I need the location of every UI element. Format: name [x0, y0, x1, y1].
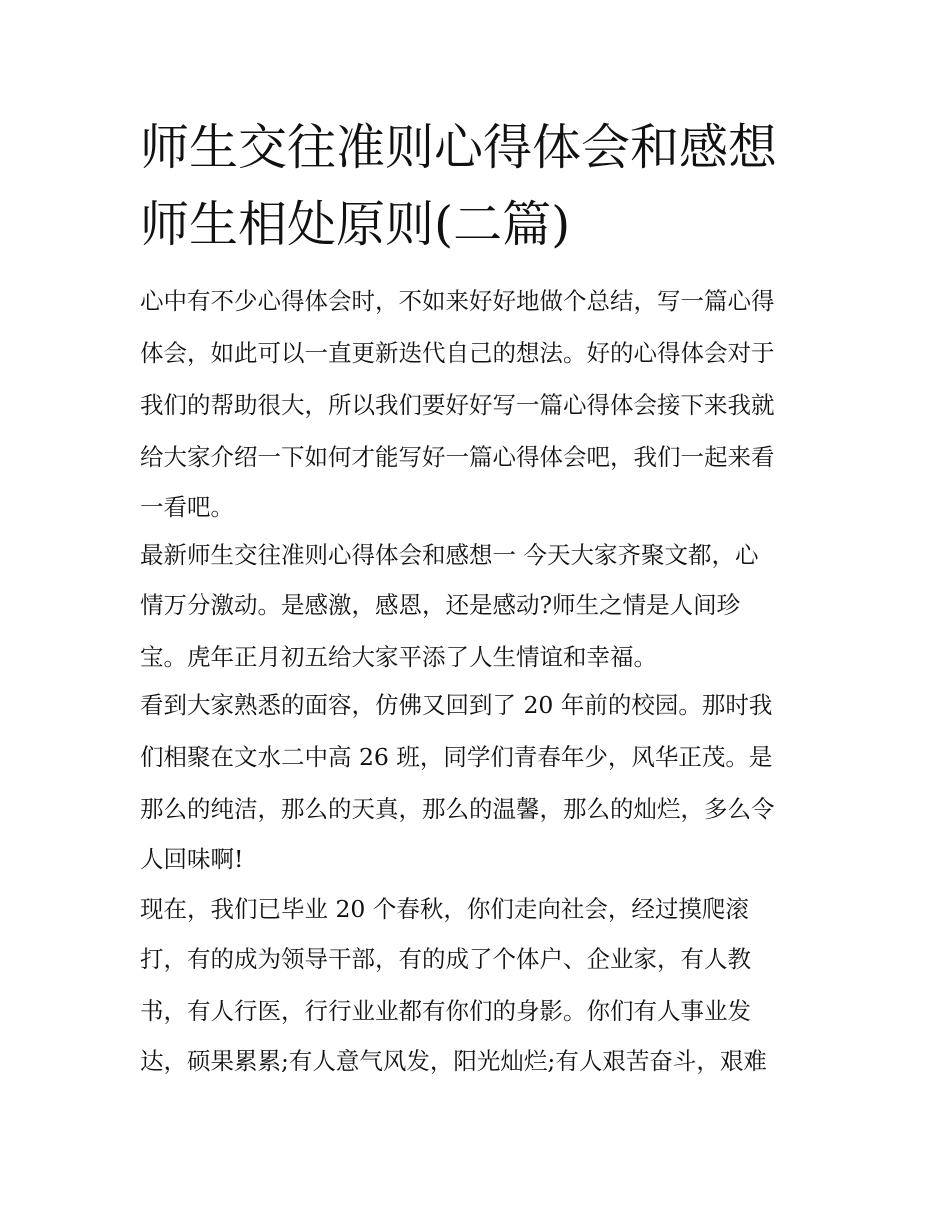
body-text-line: 现在，我们已毕业 20 个春秋，你们走向社会，经过摸爬滚	[140, 895, 749, 923]
body-text-line: 最新师生交往准则心得体会和感想一 今天大家齐聚文都，心	[140, 541, 759, 569]
body-text-line: 体会，如此可以一直更新迭代自己的想法。好的心得体会对于	[140, 339, 775, 367]
body-text-line: 达，硕果累累;有人意气风发，阳光灿烂;有人艰苦奋斗，艰难	[140, 1047, 767, 1075]
body-text-line: 那么的纯洁，那么的天真，那么的温馨，那么的灿烂，多么令	[140, 795, 775, 823]
body-text-line: 人回味啊!	[140, 845, 244, 873]
body-text-line: 打，有的成为领导干部，有的成了个体户、企业家，有人教	[140, 945, 751, 973]
body-text-line: 书，有人行医，行行业业都有你们的身影。你们有人事业发	[140, 997, 751, 1025]
document-title-line-1: 师生交往准则心得体会和感想	[140, 119, 778, 176]
document-title-line-2: 师生相处原则(二篇)	[140, 196, 571, 253]
body-text-line: 宝。虎年正月初五给大家平添了人生情谊和幸福。	[140, 643, 657, 671]
body-text-line: 心中有不少心得体会时，不如来好好地做个总结，写一篇心得	[140, 287, 775, 315]
body-text-line: 一看吧。	[140, 493, 234, 521]
body-text-line: 情万分激动。是感激，感恩，还是感动?师生之情是人间珍	[140, 591, 741, 619]
body-text-line: 们相聚在文水二中高 26 班，同学们青春年少，风华正茂。是	[140, 743, 773, 771]
body-text-line: 看到大家熟悉的面容，仿佛又回到了 20 年前的校园。那时我	[140, 691, 773, 719]
body-text-line: 我们的帮助很大，所以我们要好好写一篇心得体会接下来我就	[140, 391, 775, 419]
body-text-line: 给大家介绍一下如何才能写好一篇心得体会吧，我们一起来看	[140, 443, 775, 471]
